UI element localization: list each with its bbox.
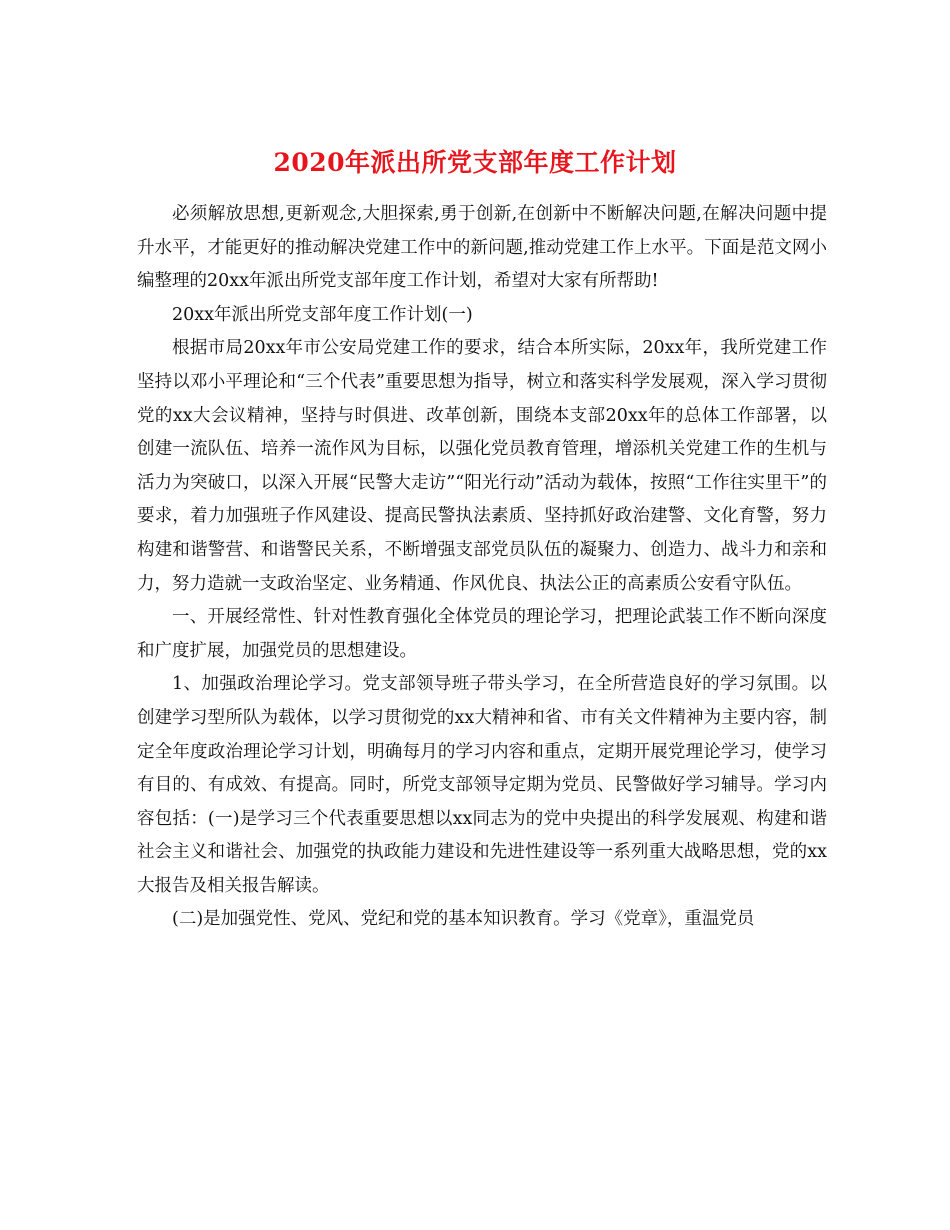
paragraph-item-2: (二)是加强党性、党风、党纪和党的基本知识教育。学习《党章》，重温党员: [172, 909, 755, 930]
paragraph-section-1: 一、开展经常性、针对性教育强化全体党员的理论学习，把理论武装工作不断向深度和广度扩展，加强党员的思想建设。: [137, 607, 827, 661]
paragraph-item-1: 1、加强政治理论学习。党支部领导班子带头学习，在全所营造良好的学习氛围。以创建学习型所队为载体，以学习贯彻党的xx大精神和省、市有关文件精神为主要内容，制定全年度政治理论学习计划，明确每月的学习内容和重点，定期开展党理论学习，使学习有目的、有成效、有提高。同时，所党支部领导定期为党员、民警做好学习辅导。学习内容包括：(一)是学习三个代表重要思想以xx同志为的党中央提出的科学发展观、构建和谐社会主义和谐社会、加强党的执政能力建设和先进性建设等一系列重大战略思想，党的xx大报告及相关报告解读。: [137, 674, 827, 896]
paragraph-subtitle: 20xx年派出所党支部年度工作计划(一): [172, 304, 473, 325]
document-body: [137, 198, 827, 937]
paragraph-intro: 必须解放思想,更新观念,大胆探索,勇于创新,在创新中不断解决问题,在解决问题中提升水平，才能更好的推动解决党建工作中的新问题,推动党建工作上水平。下面是范文网小编整理的20xx年派出所党支部年度工作计划，希望对大家有所帮助!: [137, 204, 827, 292]
paragraph-overview: 根据市局20xx年市公安局党建工作的要求，结合本所实际，20xx年，我所党建工作坚持以邓小平理论和“三个代表”重要思想为指导，树立和落实科学发展观，深入学习贯彻党的xx大会议精神，坚持与时俱进、改革创新，围绕本支部20xx年的总体工作部署，以创建一流队伍、培养一流作风为目标，以强化党员教育管理，增添机关党建工作的生机与活力为突破口，以深入开展“民警大走访”“阳光行动”活动为载体，按照“工作往实里干”的要求，着力加强班子作风建设、提高民警执法素质、坚持抓好政治建警、文化育警，努力构建和谐警营、和谐警民关系，不断增强支部党员队伍的凝聚力、创造力、战斗力和亲和力，努力造就一支政治坚定、业务精通、作风优良、执法公正的高素质公安看守队伍。: [137, 338, 827, 594]
document-title: 2020年派出所党支部年度工作计划: [273, 148, 677, 177]
